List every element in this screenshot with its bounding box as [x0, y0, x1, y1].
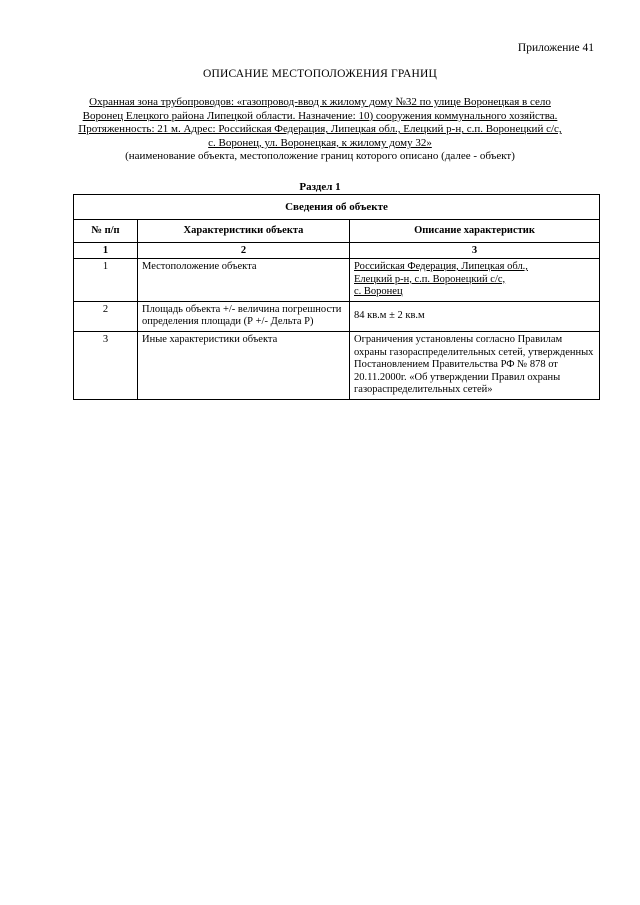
description-line: с. Воронец: [354, 286, 403, 298]
table-caption-row: [74, 195, 600, 220]
object-description-line: Протяженность: 21 м. Адрес: Российская Федерация, Липецкая обл., Елецкий р-н, с.п. Воронецкий с/с,: [78, 123, 562, 136]
object-description-line: Охранная зона трубопроводов: «газопровод-ввод к жилому дому №32 по улице Воронецкая в село: [89, 96, 551, 108]
table-row: [74, 301, 600, 331]
table-header-row: [74, 220, 600, 243]
row-characteristic: Площадь объекта +/- величина погрешности определения площади (Р +/- Дельта Р): [138, 301, 350, 331]
description-line: Российская Федерация, Липецкая обл.,: [354, 261, 528, 272]
table-row: [74, 259, 600, 302]
section-title: Раздел 1: [299, 181, 341, 193]
column-header-description: Описание характеристик: [350, 220, 600, 243]
row-description: 84 кв.м ± 2 кв.м: [350, 301, 600, 331]
object-description-line: с. Воронец, ул. Воронецкая, к жилому дому 32»: [208, 136, 432, 149]
row-number: 3: [74, 331, 138, 399]
column-number-row: [74, 243, 600, 259]
row-characteristic: Иные характеристики объекта: [138, 331, 350, 399]
table-row: [74, 331, 600, 399]
column-number: 1: [74, 243, 138, 259]
document-title: ОПИСАНИЕ МЕСТОПОЛОЖЕНИЯ ГРАНИЦ: [202, 68, 438, 80]
appendix-number: Приложение 41: [517, 42, 594, 54]
row-description: [350, 259, 600, 302]
object-description: [70, 96, 570, 164]
column-header-number: № п/п: [74, 220, 138, 243]
row-description: Ограничения установлены согласно Правилам охраны газораспределительных сетей, утвержденных Постановлением Правительства РФ № 878 от 20.11.2000г. «Об утверждении Правил охраны газораспределительных сетей»: [350, 331, 600, 399]
object-description-line: Воронец Елецкого района Липецкой области. Назначение: 10) сооружения коммунального хозяйства.: [82, 109, 558, 122]
column-header-characteristic: Характеристики объекта: [138, 220, 350, 243]
column-number: 3: [350, 243, 600, 259]
object-description-note: (наименование объекта, местоположение границ которого описано (далее - объект): [125, 150, 515, 163]
row-number: 1: [74, 259, 138, 302]
object-info-table: [73, 194, 600, 400]
table-caption: Сведения об объекте: [74, 195, 600, 220]
description-line: Елецкий р-н, с.п. Воронецкий с/с,: [354, 273, 506, 285]
column-number: 2: [138, 243, 350, 259]
row-number: 2: [74, 301, 138, 331]
row-characteristic: Местоположение объекта: [138, 259, 350, 302]
